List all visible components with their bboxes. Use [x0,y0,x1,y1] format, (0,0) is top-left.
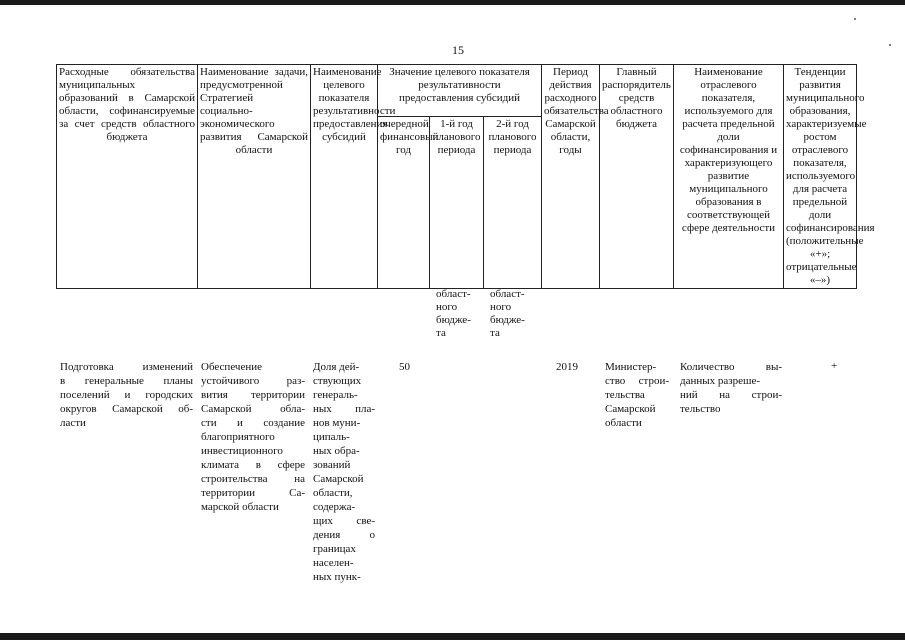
overflow-plan-year-2: област- ного бюдже- та [490,288,525,339]
col-industry-indicator-header: Наименование отраслевого показателя, используемого для расчета предельной доли софинансирования и характеризующего развитие муниципального образования в соответствующей сфере деятельности [674,65,784,289]
col-task-header: Наименование задачи, предусмотренной Стратегией социально-экономического развития Самарской области [198,65,311,289]
header-table [56,64,875,289]
cell-task: Обеспечение устойчивого раз- вития территории Самарской обла- сти и создание благоприятного инвестиционного климата в сфере строительства на территории Са- марской области [201,361,305,513]
subcol-plan-year-2: 2-й год планового периода [484,117,542,289]
cell-value-current-year: 50 [399,361,410,373]
col-obligations-header: Расходные обязательства муниципальных образований в Самарской области, софинансируемые за счет средств областного бюджета [57,65,198,289]
top-scan-border [0,0,905,5]
col-administrator-header: Главный распорядитель средств областного бюджета [600,65,674,289]
cell-indicator: Доля дей- ствующих генераль- ных пла- нов муни- ципаль- ных обра- зований Самарской области, содержа- щих све- дения о границах населен- ных пунк- [313,361,375,583]
cell-industry-indicator: Количество вы- данных разреше- ний на строи- тельство [680,361,782,415]
subcol-plan-year-1: 1-й год планового периода [430,117,484,289]
overflow-plan-year-1: област- ного бюдже- та [436,288,471,339]
cell-administrator: Министер- ство строи- тельства Самарской области [605,361,669,429]
page-number: 15 [452,43,464,57]
scan-speck [889,44,891,46]
cell-period: 2019 [556,361,578,373]
scan-speck [854,18,856,20]
bottom-scan-border [0,633,905,640]
subcol-current-year: очередной финансовый год [378,117,430,289]
cell-obligation: Подготовка изменений в генеральные планы поселений и городских округов Самарской об- ласти [60,361,193,429]
col-target-value-header: Значение целевого показателя результативности предоставления субсидий [378,65,542,117]
col-indicator-header: Наименование целевого показателя результативности предоставления субсидий [311,65,378,289]
col-trend-header: Тенденции развития муниципального образования, характеризуемые ростом отраслевого показателя, используемого для расчета предельной доли софинансирования (положительные «+»; отрицательные «–») [784,65,857,289]
cell-trend: + [831,360,838,372]
col-period-header: Период действия расходного обязательства Самарской области, годы [542,65,600,289]
